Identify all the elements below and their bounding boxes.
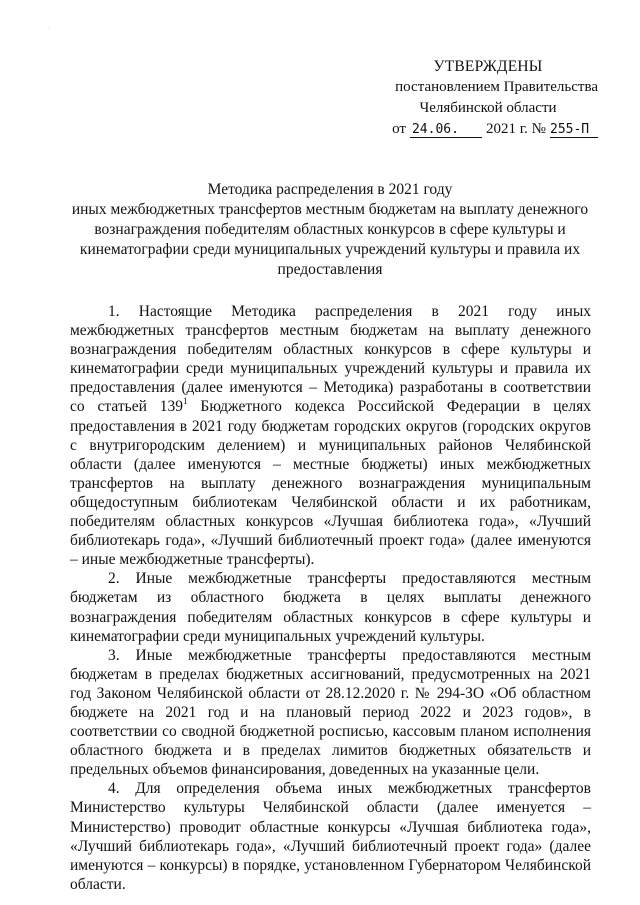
title-line: иных межбюджетных трансфертов местным бюджетам на выплату денежного [71, 201, 589, 218]
approval-title: УТВЕРЖДЕНЫ [433, 58, 543, 75]
date-prefix: от [392, 121, 406, 137]
approval-line-1: постановлением Правительства [395, 79, 598, 95]
title-line: предоставления [277, 261, 383, 278]
scan-mark: ` [48, 28, 50, 34]
title-line: Методика распределения в 2021 году [207, 181, 453, 198]
approval-date-line [378, 119, 598, 140]
paragraph-1-text-b: Бюджетного кодекса Российской Федерации в целях предоставления в 2021 году бюджетам городских округов (городских округов с внутригородским делением) и муниципальных районов Челябинской области (далее именуются – местные бюджеты) иных межбюджетных трансфертов на выплату денежного вознаграждения муниципальным общедоступным библиотекам Челябинской области и их работникам, победителям областных конкурсов «Лучшая библиотека года», «Лучший библиотекарь года», «Лучший библиотечный проект года» (далее именуются – иные межбюджетные трансферты). [70, 398, 591, 569]
document-title [70, 180, 590, 280]
paragraph-1-text-a: 1. Настоящие Методика распределения в 2021 году иных межбюджетных трансфертов местным бюджетам на выплату денежного вознаграждения победителям областных конкурсов в сфере культуры и кинематографии среди муниципальных учреждений культуры и правила их предоставления (далее именуются – Методика) разработаны в соответствии со статьей 139 [70, 303, 591, 416]
paragraph-4: 4. Для определения объема иных межбюджетных трансфертов Министерство культуры Челябинской области (далее именуется – Министерство) проводит областные конкурсы «Лучшая библиотека года», «Лучший библиотекарь года», «Лучший библиотечный проект года» (далее именуются – конкурсы) в порядке, установленном Губернатором Челябинской области. [70, 780, 591, 893]
title-line: кинематографии среди муниципальных учреждений культуры и правила их [79, 241, 581, 258]
paragraph-2: 2. Иные межбюджетные трансферты предоставляются местным бюджетам из областного бюджета в целях выплаты денежного вознаграждения победителям областных конкурсов в сфере культуры и кинематографии среди муниципальных учреждений культуры. [70, 570, 591, 645]
title-line: вознаграждения победителям областных конкурсов в сфере культуры и [94, 221, 566, 238]
footnote-superscript: 1 [183, 396, 188, 407]
year-number-label: 2021 г. № [485, 121, 546, 137]
decree-number-field: 255-П [550, 122, 598, 138]
approval-line-2: Челябинской области [419, 100, 557, 116]
paragraph-3: 3. Иные межбюджетные трансферты предоставляются местным бюджетам в пределах бюджетных ассигнований, предусмотренных на 2021 год Законом Челябинской области от 28.12.2020 г. № 294-ЗО «Об областном бюджете на 2021 год и на плановый период 2022 и 2023 годов», в соответствии со сводной бюджетной росписью, кассовым планом исполнения областного бюджета и в пределах лимитов бюджетных обязательств и предельных объемов финансирования, доведенных на указанные цели. [70, 646, 591, 779]
date-field: 24.06. [410, 122, 482, 138]
document-body [70, 302, 591, 894]
paragraph-1 [70, 302, 591, 569]
approval-stamp [378, 56, 598, 140]
